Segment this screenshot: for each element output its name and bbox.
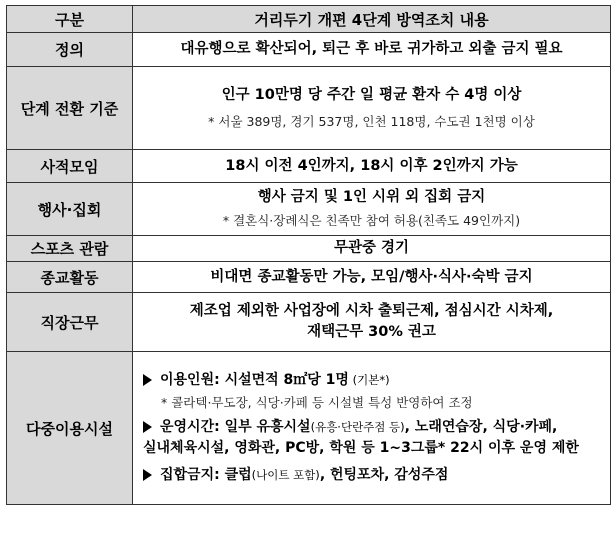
row-content-private	[133, 150, 611, 183]
table-row	[7, 33, 611, 67]
work-text-line2: 재택근무 30% 권고	[307, 324, 436, 340]
facility-bullet-hours	[143, 417, 602, 438]
row-label-stage: 단계 전환 기준	[7, 67, 133, 150]
sports-text: 무관중 경기	[333, 240, 410, 256]
facility-bullet-ban	[143, 465, 602, 486]
row-label-private: 사적모임	[7, 150, 133, 183]
row-content-sports	[133, 236, 611, 262]
ban-text-b: , 헌팅포차, 감성주점	[319, 467, 449, 483]
row-content-definition	[133, 33, 611, 67]
table-row	[7, 183, 611, 236]
row-content-stage	[133, 67, 611, 150]
measures-table	[6, 5, 611, 505]
table-row	[7, 293, 611, 352]
ban-club-note: (나이트 포함)	[251, 468, 320, 482]
hours-text-line2: 실내체육시설, 영화관, PC방, 학원 등 1~3그룹* 22시 이후 운영 제한	[143, 440, 579, 456]
header-content: 거리두기 개편 4단계 방역조치 내용	[133, 6, 611, 33]
row-label-event: 행사·집회	[7, 183, 133, 236]
row-content-event	[133, 183, 611, 236]
triangle-bullet-icon	[143, 469, 152, 481]
table-header-row	[7, 6, 611, 33]
row-content-facility	[133, 352, 611, 505]
row-content-religion	[133, 262, 611, 293]
hours-text-b: , 노래연습장, 식당·카페,	[404, 419, 558, 435]
table-row	[7, 150, 611, 183]
row-label-facility: 다중이용시설	[7, 352, 133, 505]
stage-note: * 서울 389명, 경기 537명, 인천 118명, 수도권 1천명 이상	[208, 113, 535, 129]
work-text-line1: 제조업 제외한 사업장에 시차 출퇴근제, 점심시간 시차제,	[189, 303, 554, 319]
table-row	[7, 67, 611, 150]
facility-bullet-capacity	[143, 370, 602, 391]
hours-examples: (유흥·단란주점 등)	[310, 420, 405, 434]
table-row	[7, 352, 611, 505]
religion-text: 비대면 종교활동만 가능, 모임/행사·식사·숙박 금지	[210, 268, 533, 285]
hours-text-a: 운영시간: 일부 유흥시설	[160, 419, 311, 435]
event-note: * 결혼식·장례식은 친족만 참여 허용(친족도 49인까지)	[222, 213, 521, 228]
row-label-religion: 종교활동	[7, 262, 133, 293]
ban-text-a: 집합금지: 클럽	[160, 467, 252, 483]
measures-table-container	[6, 5, 610, 505]
row-content-work	[133, 293, 611, 352]
stage-text: 인구 10만명 당 주간 일 평균 환자 수 4명 이상	[221, 86, 522, 103]
row-label-work: 직장근무	[7, 293, 133, 352]
capacity-text: 이용인원: 시설면적 8㎡당 1명	[160, 372, 349, 388]
hours-line2-wrap	[143, 438, 602, 459]
capacity-note: * 콜라텍·무도장, 식당·카페 등 시설별 특성 반영하여 조정	[161, 395, 473, 410]
triangle-bullet-icon	[143, 374, 152, 386]
private-text: 18시 이전 4인까지, 18시 이후 2인까지 가능	[225, 157, 518, 174]
event-text: 행사 금지 및 1인 시위 외 집회 금지	[257, 189, 486, 205]
header-category: 구분	[7, 6, 133, 33]
capacity-basis: (기본*)	[348, 373, 390, 387]
triangle-bullet-icon	[143, 421, 152, 433]
row-label-definition: 정의	[7, 33, 133, 67]
definition-text: 대유행으로 확산되어, 퇴근 후 바로 귀가하고 외출 금지 필요	[180, 41, 563, 57]
table-row	[7, 236, 611, 262]
row-label-sports: 스포츠 관람	[7, 236, 133, 262]
table-row	[7, 262, 611, 293]
